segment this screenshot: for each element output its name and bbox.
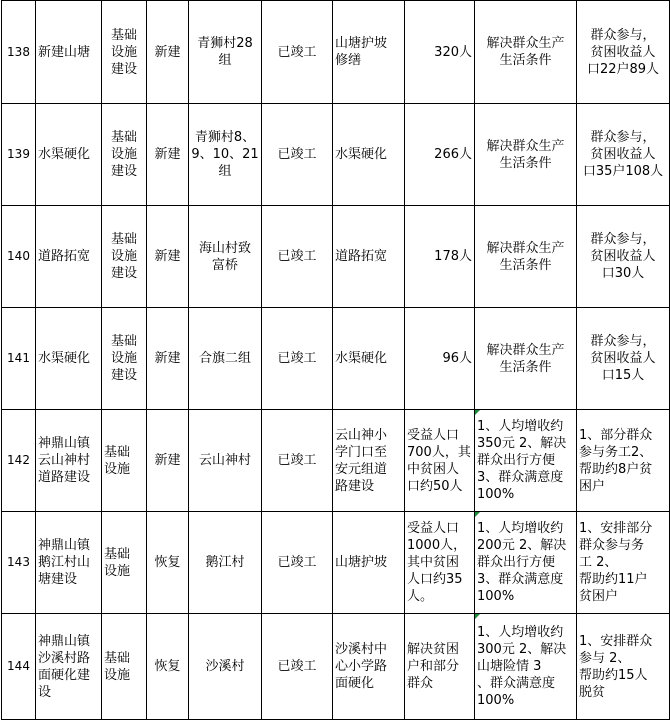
poverty-link: 群众参与， 贫困收益人 口15人 [577, 308, 670, 410]
location: 鹅江村 [189, 512, 262, 614]
construction-content: 水渠硬化 [333, 308, 405, 410]
poverty-link: 群众参与， 贫困收益人 口30人 [577, 206, 670, 308]
status: 已竣工 [262, 104, 333, 206]
project-type: 基础 设施 [102, 512, 147, 614]
beneficiaries: 解决贫困 户和部分 群众 [405, 614, 475, 720]
project-name: 神鼎山镇 鹅江村山 塘建设 [36, 512, 102, 614]
project-name: 道路拓宽 [36, 206, 102, 308]
construction-content: 道路拓宽 [333, 206, 405, 308]
status: 已竣工 [262, 512, 333, 614]
location: 沙溪村 [189, 614, 262, 720]
build-mode: 恢复 [147, 512, 189, 614]
table-row [2, 410, 670, 512]
beneficiaries: 320人 [405, 1, 475, 104]
poverty-link: 1、部分群众 参与务工2、 帮助约8户贫 困户 [577, 410, 670, 512]
status: 已竣工 [262, 206, 333, 308]
table-row [2, 308, 670, 410]
status: 已竣工 [262, 308, 333, 410]
table-row [2, 614, 670, 720]
table-row [2, 1, 670, 104]
construction-content: 山塘护坡 [333, 512, 405, 614]
build-mode: 恢复 [147, 614, 189, 720]
benefit-goal: 解决群众生产 生活条件 [475, 1, 577, 104]
row-number: 139 [2, 104, 36, 206]
beneficiaries: 受益人口 1000人， 其中贫困 人口约35 人。 [405, 512, 475, 614]
build-mode: 新建 [147, 1, 189, 104]
status: 已竣工 [262, 410, 333, 512]
build-mode: 新建 [147, 410, 189, 512]
project-type: 基础 设施 建设 [102, 206, 147, 308]
location: 云山神村 [189, 410, 262, 512]
construction-content: 山塘护坡 修缮 [333, 1, 405, 104]
benefit-goal: 解决群众生产 生活条件 [475, 104, 577, 206]
row-number: 141 [2, 308, 36, 410]
location: 青狮村8、 9、10、21 组 [189, 104, 262, 206]
table-row [2, 206, 670, 308]
location: 青狮村28 组 [189, 1, 262, 104]
location: 海山村致 富桥 [189, 206, 262, 308]
status: 已竣工 [262, 1, 333, 104]
beneficiaries: 266人 [405, 104, 475, 206]
poverty-link: 1、安排群众 参与 2、 帮助约15人 脱贫 [577, 614, 670, 720]
benefit-goal: 解决群众生产 生活条件 [475, 206, 577, 308]
table-row [2, 104, 670, 206]
construction-content: 水渠硬化 [333, 104, 405, 206]
project-name: 神鼎山镇 沙溪村路 面硬化建 设 [36, 614, 102, 720]
row-number: 138 [2, 1, 36, 104]
project-name: 水渠硬化 [36, 308, 102, 410]
build-mode: 新建 [147, 206, 189, 308]
row-number: 144 [2, 614, 36, 720]
beneficiaries: 178人 [405, 206, 475, 308]
project-type: 基础 设施 建设 [102, 104, 147, 206]
benefit-goal: 1、人均增收约 300元 2、解决 山塘险情 3 、群众满意度 100% [475, 614, 577, 720]
beneficiaries: 96人 [405, 308, 475, 410]
construction-content: 云山神小 学门口至 安元组道 路建设 [333, 410, 405, 512]
status: 已竣工 [262, 614, 333, 720]
build-mode: 新建 [147, 104, 189, 206]
benefit-goal: 解决群众生产 生活条件 [475, 308, 577, 410]
project-type: 基础 设施 [102, 410, 147, 512]
project-type: 基础 设施 建设 [102, 308, 147, 410]
table-row [2, 512, 670, 614]
poverty-link: 群众参与， 贫困收益人 口22户89人 [577, 1, 670, 104]
construction-content: 沙溪村中 心小学路 面硬化 [333, 614, 405, 720]
project-table [1, 0, 670, 720]
poverty-link: 1、安排部分 群众参与务 工 2、 帮助约11户 贫困户 [577, 512, 670, 614]
project-name: 水渠硬化 [36, 104, 102, 206]
beneficiaries: 受益人口 700人，其 中贫困人 口约50人 [405, 410, 475, 512]
project-name: 神鼎山镇 云山神村 道路建设 [36, 410, 102, 512]
build-mode: 新建 [147, 308, 189, 410]
row-number: 143 [2, 512, 36, 614]
benefit-goal: 1、人均增收约 350元 2、解决 群众出行方便 3、群众满意度 100% [475, 410, 577, 512]
row-number: 140 [2, 206, 36, 308]
location: 合旗二组 [189, 308, 262, 410]
benefit-goal: 1、人均增收约 200元 2、解决 群众出行方便 3、群众满意度 100% [475, 512, 577, 614]
project-type: 基础 设施 [102, 614, 147, 720]
row-number: 142 [2, 410, 36, 512]
poverty-link: 群众参与， 贫困收益人 口35户108人 [577, 104, 670, 206]
project-type: 基础 设施 建设 [102, 1, 147, 104]
project-name: 新建山塘 [36, 1, 102, 104]
